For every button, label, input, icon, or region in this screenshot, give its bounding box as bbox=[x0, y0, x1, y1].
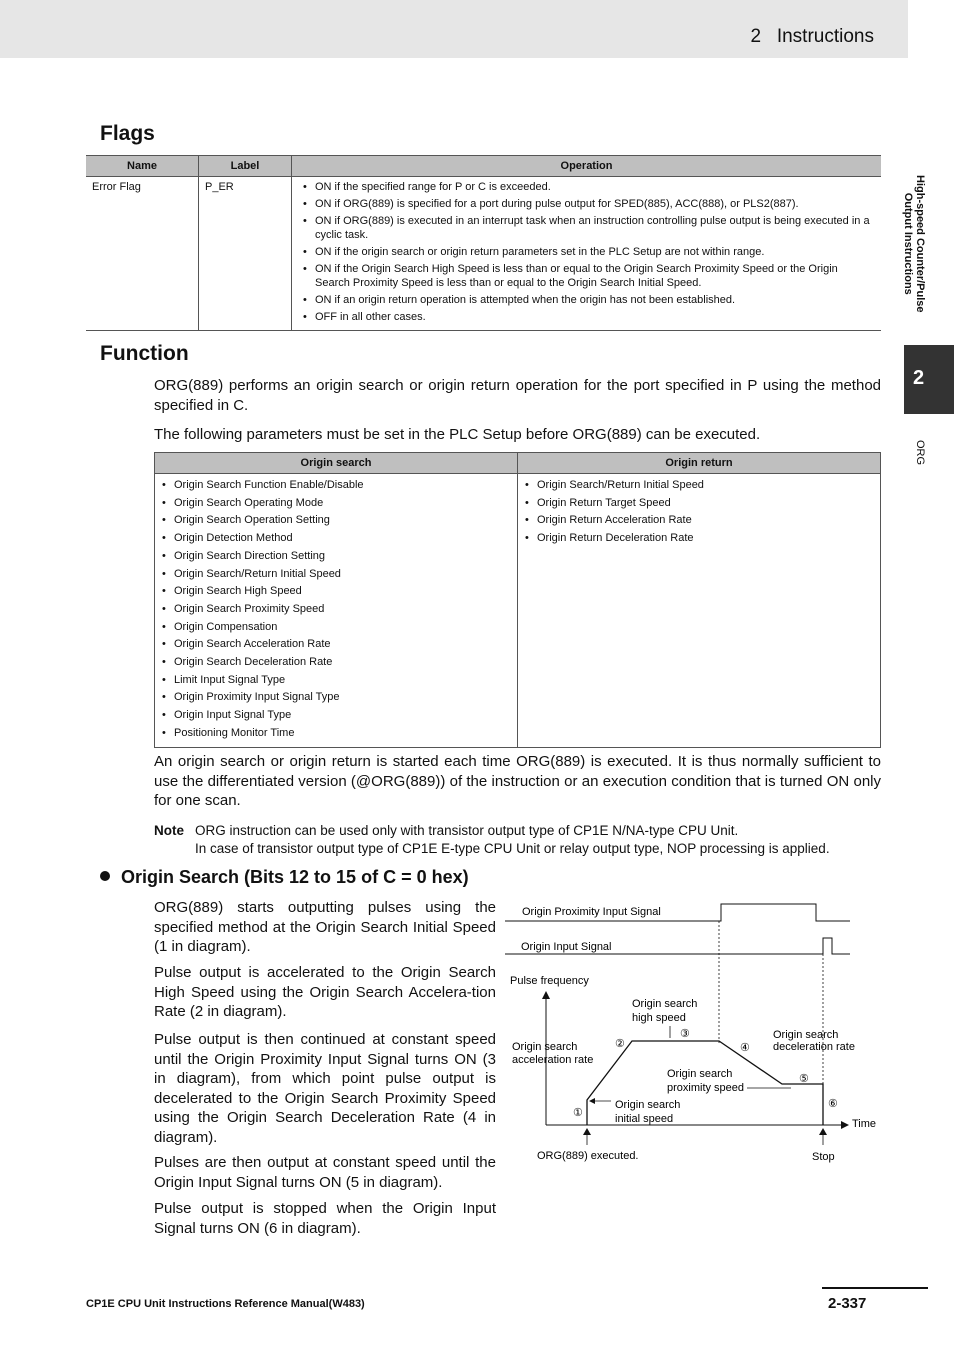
prox-speed-label-1: Origin search bbox=[667, 1068, 733, 1080]
col-header-operation: Operation bbox=[292, 156, 882, 177]
pulse-frequency-label: Pulse frequency bbox=[510, 975, 589, 987]
side-section-line1: High-speed Counter/Pulse bbox=[914, 175, 926, 313]
decel-label-2: deceleration rate bbox=[773, 1041, 855, 1053]
section-title: 2 Instructions bbox=[750, 26, 874, 47]
origin-return-params bbox=[518, 474, 881, 748]
flags-table bbox=[86, 155, 881, 331]
note-line-2: In case of transistor output type of CP1E E-type CPU Unit or relay output type, NOP processing is applied. bbox=[195, 841, 830, 856]
high-speed-label-2: high speed bbox=[632, 1012, 686, 1024]
marker-4: ④ bbox=[740, 1042, 750, 1054]
note-line-1: ORG instruction can be used only with transistor output type of CP1E N/NA-type CPU Unit. bbox=[195, 823, 739, 838]
accel-label-2: acceleration rate bbox=[512, 1054, 594, 1066]
flags-heading: Flags bbox=[100, 122, 155, 145]
origin-search-para-3: Pulse output is then continued at constant speed until the Origin Proximity Input Signal turns ON (3 in diagram), from which point pulse output is decelerated to the Origin Search Proximity Speed using the Origin Search Deceleration Rate (4 in diagram). bbox=[154, 1031, 496, 1146]
initial-speed-label-1: Origin search bbox=[615, 1099, 681, 1111]
list-item: • Limit Input Signal Type bbox=[157, 672, 515, 690]
side-section-line2: Output Instructions bbox=[902, 192, 914, 295]
list-item: • Origin Search Proximity Speed bbox=[157, 601, 515, 619]
parameters-table bbox=[154, 452, 881, 748]
list-item: • Origin Search Operation Setting bbox=[157, 512, 515, 530]
page-header bbox=[0, 0, 908, 58]
function-para-1: ORG(889) performs an origin search or origin return operation for the port specified in P using the method specified in C. bbox=[154, 377, 881, 414]
function-heading: Function bbox=[100, 342, 189, 365]
stop-label: Stop bbox=[812, 1151, 835, 1163]
list-item: • Positioning Monitor Time bbox=[157, 725, 515, 743]
high-speed-label-1: Origin search bbox=[632, 998, 698, 1010]
list-item: • Origin Search Operating Mode bbox=[157, 495, 515, 513]
marker-1: ① bbox=[573, 1107, 583, 1119]
side-instruction-label: ORG bbox=[914, 440, 926, 466]
list-item: • Origin Search/Return Initial Speed bbox=[157, 566, 515, 584]
list-item: • Origin Detection Method bbox=[157, 530, 515, 548]
list-item: • ON if ORG(889) is executed in an interrupt task when an instruction controlling pulse output is being executed in a cyclic task. bbox=[298, 214, 875, 242]
list-item: • ON if ORG(889) is specified for a port during pulse output for SPED(885), ACC(888), or PLS2(887). bbox=[298, 197, 875, 211]
marker-2: ② bbox=[615, 1038, 625, 1050]
list-item: • ON if the specified range for P or C is exceeded. bbox=[298, 180, 875, 194]
decel-label-1: Origin search bbox=[773, 1029, 839, 1041]
flag-operations bbox=[292, 177, 882, 331]
executed-label: ORG(889) executed. bbox=[537, 1150, 639, 1162]
list-item: • Origin Search Direction Setting bbox=[157, 548, 515, 566]
flag-label: P_ER bbox=[199, 177, 292, 331]
list-item: • Origin Return Target Speed bbox=[520, 495, 878, 513]
note-label: Note bbox=[154, 823, 184, 838]
col-header-origin-return: Origin return bbox=[518, 453, 881, 474]
footer-rule bbox=[822, 1287, 928, 1289]
origin-search-para-4: Pulses are then output at constant speed until the Origin Input Signal turns ON (5 in diagram). bbox=[154, 1154, 496, 1191]
side-section-label bbox=[890, 175, 940, 345]
page-number: 2-337 bbox=[828, 1295, 867, 1312]
origin-search-timing-diagram bbox=[505, 895, 877, 1170]
origin-search-params bbox=[155, 474, 518, 748]
chapter-tab bbox=[904, 345, 954, 414]
executed-arrow-icon bbox=[583, 1128, 591, 1135]
list-item: • ON if the Origin Search High Speed is less than or equal to the Origin Search Proximity Speed or the Origin Search Proximity Speed is less than or equal to the Origin Search Initial Speed. bbox=[298, 262, 875, 290]
function-para-3: An origin search or origin return is started each time ORG(889) is executed. It is thus normally sufficient to use the differentiated version (@ORG(889)) of the instruction or an execution condition that is turned ON only for one scan. bbox=[154, 753, 881, 809]
table-row bbox=[86, 177, 881, 331]
initial-speed-label-2: initial speed bbox=[615, 1113, 674, 1125]
origin-search-para-2: Pulse output is accelerated to the Origin Search High Speed using the Origin Search Accelera-tion Rate (2 in diagram). bbox=[154, 964, 496, 1020]
prox-speed-label-2: proximity speed bbox=[667, 1082, 745, 1094]
list-item: • Origin Search Deceleration Rate bbox=[157, 654, 515, 672]
x-axis-arrow-icon bbox=[841, 1121, 849, 1129]
origin-search-para-5: Pulse output is stopped when the Origin Input Signal turns ON (6 in diagram). bbox=[154, 1200, 496, 1237]
list-item: • Origin Search Function Enable/Disable bbox=[157, 477, 515, 495]
manual-title: CP1E CPU Unit Instructions Reference Manual(W483) bbox=[86, 1298, 365, 1310]
marker-6: ⑥ bbox=[828, 1098, 838, 1110]
list-item: • Origin Input Signal Type bbox=[157, 707, 515, 725]
stop-arrow-icon bbox=[819, 1128, 827, 1135]
marker-3: ③ bbox=[680, 1028, 690, 1040]
table-row bbox=[155, 474, 881, 748]
list-item: • Origin Search Acceleration Rate bbox=[157, 636, 515, 654]
flag-name: Error Flag bbox=[86, 177, 199, 331]
list-item: • ON if an origin return operation is attempted when the origin has not been established. bbox=[298, 293, 875, 307]
list-item: • Origin Proximity Input Signal Type bbox=[157, 689, 515, 707]
bullet-icon bbox=[100, 871, 110, 881]
list-item: • Origin Return Deceleration Rate bbox=[520, 530, 878, 548]
prox-signal-label: Origin Proximity Input Signal bbox=[522, 906, 661, 918]
origin-signal-label: Origin Input Signal bbox=[521, 941, 612, 953]
marker-5: ⑤ bbox=[799, 1073, 809, 1085]
function-para-2: The following parameters must be set in the PLC Setup before ORG(889) can be executed. bbox=[154, 426, 761, 443]
list-item: • Origin Search High Speed bbox=[157, 583, 515, 601]
y-axis-arrow-icon bbox=[542, 991, 550, 999]
list-item: • Origin Compensation bbox=[157, 619, 515, 637]
time-label: Time bbox=[852, 1118, 877, 1130]
accel-label-1: Origin search bbox=[512, 1041, 578, 1053]
chapter-number: 2 bbox=[913, 367, 925, 389]
col-header-name: Name bbox=[86, 156, 199, 177]
list-item: • OFF in all other cases. bbox=[298, 310, 875, 324]
col-header-label: Label bbox=[199, 156, 292, 177]
list-item: • Origin Search/Return Initial Speed bbox=[520, 477, 878, 495]
list-item: • Origin Return Acceleration Rate bbox=[520, 512, 878, 530]
list-item: • ON if the origin search or origin return parameters set in the PLC Setup are not within range. bbox=[298, 245, 875, 259]
origin-search-heading: Origin Search (Bits 12 to 15 of C = 0 hex) bbox=[100, 867, 469, 888]
col-header-origin-search: Origin search bbox=[155, 453, 518, 474]
origin-search-para-1: ORG(889) starts outputting pulses using the specified method at the Origin Search Initial Speed (1 in diagram). bbox=[154, 899, 496, 955]
leader-arrow-icon bbox=[589, 1098, 595, 1104]
